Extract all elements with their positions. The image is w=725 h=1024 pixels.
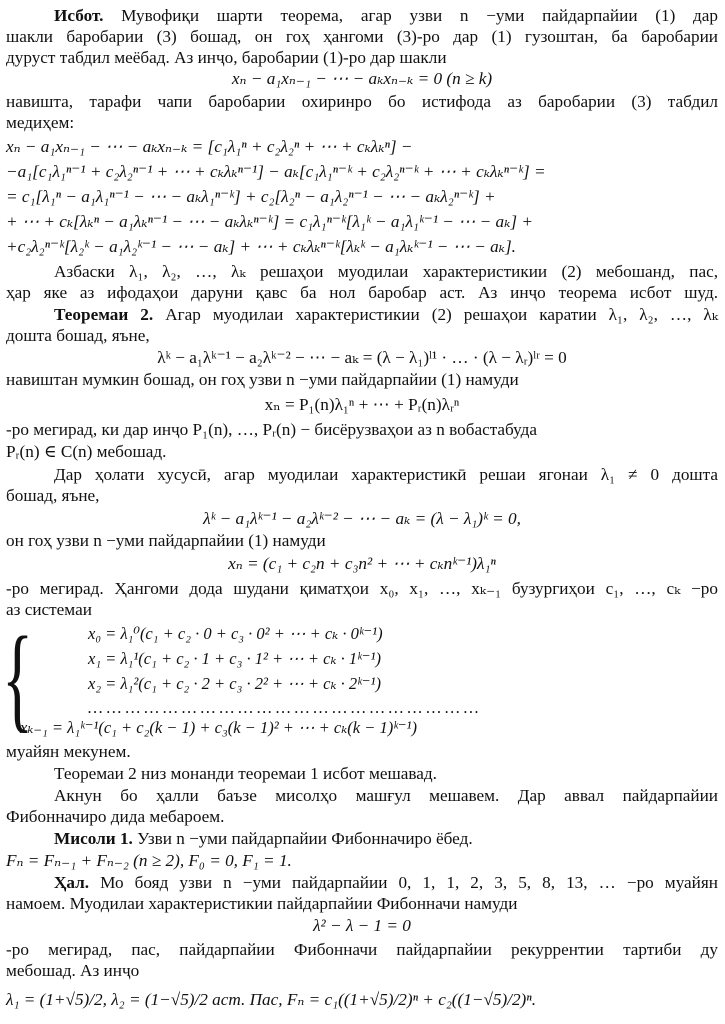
- system-equation: x₂ = λ₁²(c₁ + c₂ · 2 + c₃ · 2² + ⋯ + cₖ · 2ᵏ⁻¹): [88, 674, 381, 693]
- system-equation: x₁ = λ₁¹(c₁ + c₂ · 1 + c₃ · 1² + ⋯ + cₖ · 1ᵏ⁻¹): [88, 649, 381, 668]
- text-line: шакли баробарии (3) бошад, он гоҳ ҳангоми (3)-ро дар (1) гузоштан, ба баробарии: [6, 27, 718, 46]
- text-line: медиҳем:: [6, 113, 75, 132]
- solution-line: Ҳал. Мо бояд узви n −уми пайдарпайии 0, 1, 1, 2, 3, 5, 8, 13, … −ро муайян: [54, 873, 718, 892]
- equation: xₙ = (c₁ + c₂n + c₃n² + ⋯ + cₖnᵏ⁻¹)λ₁ⁿ: [228, 554, 496, 573]
- equation: + ⋯ + cₖ[λₖⁿ − a₁λₖⁿ⁻¹ − ⋯ − aₖλₖⁿ⁻ᵏ] = c₁λ₁ⁿ⁻ᵏ[λ₁ᵏ − a₁λ₁ᵏ⁻¹ − ⋯ − aₖ] +: [6, 212, 533, 231]
- text-line: бошад, яъне,: [6, 486, 100, 505]
- bold-lead-word: Ҳал.: [54, 873, 90, 892]
- bold-lead-word: Теоремаи 2.: [54, 305, 154, 324]
- equation: −a₁[c₁λ₁ⁿ⁻¹ + c₂λ₂ⁿ⁻¹ + ⋯ + cₖλₖⁿ⁻¹] − aₖ[c₁λ₁ⁿ⁻ᵏ + c₂λ₂ⁿ⁻ᵏ + ⋯ + cₖλₖⁿ⁻ᵏ] =: [6, 162, 546, 181]
- theorem-2-heading: Теоремаи 2. Агар муодилаи характеристикии (2) решаҳои каратии λ₁, λ₂, …, λₖ: [54, 305, 718, 324]
- proof-paragraph-line: Исбот. Мувофиқи шарти теорема, агар узви n −уми пайдарпайии (1) дар: [54, 6, 718, 25]
- equation: +c₂λ₂ⁿ⁻ᵏ[λ₂ᵏ − a₁λ₂ᵏ⁻¹ − ⋯ − aₖ] + ⋯ + cₖλₖⁿ⁻ᵏ[λₖᵏ − a₁λₖᵏ⁻¹ − ⋯ − aₖ].: [6, 237, 516, 256]
- equation: xₙ − a₁xₙ₋₁ − ⋯ − aₖxₙ₋ₖ = 0 (n ≥ k): [231, 69, 493, 88]
- text-line: муайян мекунем.: [6, 742, 131, 761]
- equation: λ₁ = (1+√5)/2, λ₂ = (1−√5)/2 аст. Пас, Fₙ = c₁((1+√5)/2)ⁿ + c₂((1−√5)/2)ⁿ.: [6, 990, 536, 1009]
- text-line: аз системаи: [6, 600, 92, 619]
- text-line: он гоҳ узви n −уми пайдарпайии (1) намуди: [6, 531, 326, 550]
- text-line: навиштан мумкин бошад, он гоҳ узви n −уми пайдарпайии (1) намуди: [6, 370, 519, 389]
- text-line: -ро мегирад. Ҳангоми дода шудани қиматҳои x₀, x₁, …, xₖ₋₁ бузургиҳои c₁, …, cₖ −ро: [6, 579, 718, 598]
- system-ellipsis-row: … … … … … … … … … … … … … … … … … … … … …: [88, 698, 479, 717]
- example-1-heading: Мисоли 1. Узви n −уми пайдарпайии Фибонначиро ёбед.: [54, 829, 473, 848]
- text-line: Фибонначиро дида мебароем.: [6, 807, 225, 826]
- text-line: -ро мегирад, пас, пайдарпайии Фибонначи пайдарпайии рекуррентии тартиби ду: [6, 940, 718, 959]
- text-line: Дар ҳолати хусусӣ, агар муодилаи характеристикӣ решаи ягонаи λ₁ ≠ 0 дошта: [54, 465, 718, 484]
- equation: Fₙ = Fₙ₋₁ + Fₙ₋₂ (n ≥ 2), F₀ = 0, F₁ = 1.: [6, 851, 292, 870]
- equation: λ² − λ − 1 = 0: [313, 916, 411, 935]
- system-brace: {: [2, 612, 34, 743]
- text-line: навишта, тарафи чапи баробарии охиринро бо истифода аз баробарии (3) табдил: [6, 92, 718, 111]
- equation: λᵏ − a₁λᵏ⁻¹ − a₂λᵏ⁻² − ⋯ − aₖ = (λ − λ₁)ᵏ = 0,: [203, 509, 521, 528]
- text-line: Теоремаи 2 низ монанди теоремаи 1 исбот мешавад.: [54, 764, 437, 783]
- text-line: намоем. Муодилаи характеристикии пайдарпайии Фибонначи намуди: [6, 894, 518, 913]
- bold-lead-word: Мисоли 1.: [54, 829, 133, 848]
- text-line: Азбаски λ₁, λ₂, …, λₖ решаҳои муодилаи характеристикии (2) мебошанд, пас,: [54, 262, 718, 281]
- text-line: -ро мегирад, ки дар инҷо P₁(n), …, Pᵣ(n) − бисёрузваҳои аз n вобастабуда: [6, 420, 538, 439]
- equation: xₙ − a₁xₙ₋₁ − ⋯ − aₖxₙ₋ₖ = [c₁λ₁ⁿ + c₂λ₂ⁿ + ⋯ + cₖλₖⁿ] −: [6, 137, 413, 156]
- text-line: дуруст табдил меёбад. Аз инҷо, баробарии (1)-ро дар шакли: [6, 48, 447, 67]
- text-line: Pᵣ(n) ∈ C(n) мебошад.: [6, 442, 167, 461]
- equation: = c₁[λ₁ⁿ − a₁λ₁ⁿ⁻¹ − ⋯ − aₖλ₁ⁿ⁻ᵏ] + c₂[λ₂ⁿ − a₁λ₂ⁿ⁻¹ − ⋯ − aₖλ₂ⁿ⁻ᵏ] +: [6, 187, 496, 206]
- equation: xₙ = P₁(n)λ₁ⁿ + ⋯ + Pᵣ(n)λᵣⁿ: [264, 395, 460, 414]
- text-line: ҳар яке аз ифодаҳои даруни қавс ба нол баробар аст. Аз инҷо теорема исбот шуд.: [6, 283, 718, 302]
- text-line: дошта бошад, яъне,: [6, 326, 150, 345]
- system-equation: xₖ₋₁ = λ₁ᵏ⁻¹(c₁ + c₂(k − 1) + c₃(k − 1)² + ⋯ + cₖ(k − 1)ᵏ⁻¹): [20, 718, 417, 737]
- system-equation: x₀ = λ₁⁰(c₁ + c₂ · 0 + c₃ · 0² + ⋯ + cₖ · 0ᵏ⁻¹): [88, 624, 383, 643]
- text-line: Акнун бо ҳалли баъзе мисолҳо машғул мешавем. Дар аввал пайдарпайии: [54, 786, 718, 805]
- text-line: мебошад. Аз инҷо: [6, 961, 140, 980]
- equation: λᵏ − a₁λᵏ⁻¹ − a₂λᵏ⁻² − ⋯ − aₖ = (λ − λ₁)ˡ¹ · … · (λ − λᵣ)ˡʳ = 0: [157, 348, 567, 367]
- bold-lead-word: Исбот.: [54, 6, 104, 25]
